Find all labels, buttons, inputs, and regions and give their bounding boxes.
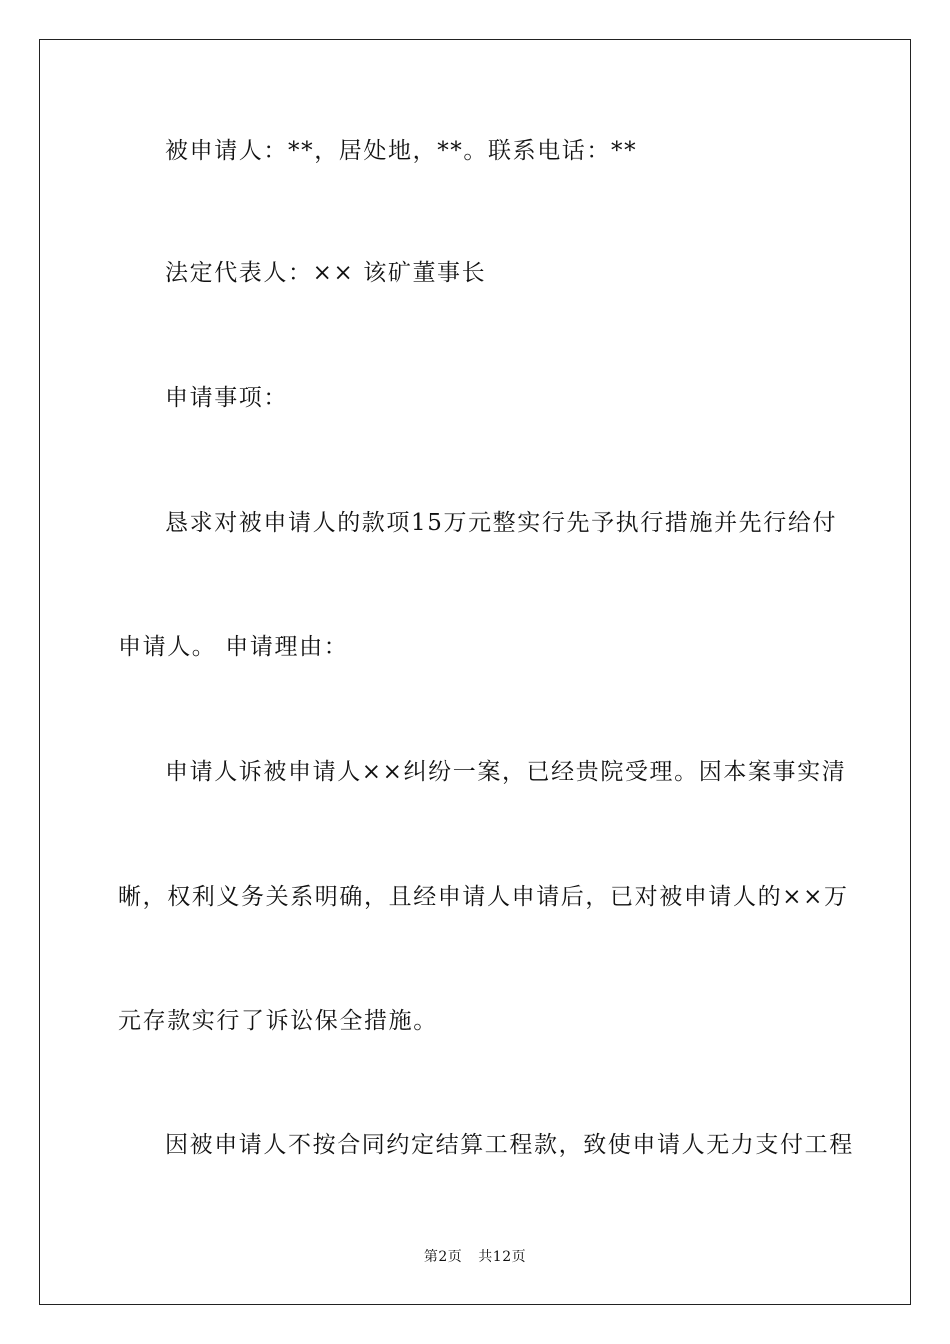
legal-representative-line: 法定代表人：×× 该矿董事长: [165, 260, 487, 286]
page-frame: [39, 39, 911, 1305]
request-paragraph-line-2: 申请人。 申请理由：: [118, 634, 349, 660]
page-total: 共12页: [478, 1249, 527, 1265]
request-paragraph-line-1: 恳求对被申请人的款项15万元整实行先予执行措施并先行给付: [165, 510, 838, 536]
application-items-heading: 申请事项：: [165, 385, 288, 411]
reason-paragraph-line-2: 晰，权利义务关系明确，且经申请人申请后，已对被申请人的××万: [118, 884, 849, 910]
page-footer: [0, 1248, 950, 1266]
cause-paragraph-line-1: 因被申请人不按合同约定结算工程款，致使申请人无力支付工程: [165, 1132, 854, 1158]
page-number: 第2页: [423, 1249, 463, 1265]
respondent-line: 被申请人：**，居处地，**。联系电话：**: [165, 138, 638, 164]
reason-paragraph-line-1: 申请人诉被申请人××纠纷一案，已经贵院受理。因本案事实清: [165, 759, 847, 785]
reason-paragraph-line-3: 元存款实行了诉讼保全措施。: [118, 1008, 438, 1034]
